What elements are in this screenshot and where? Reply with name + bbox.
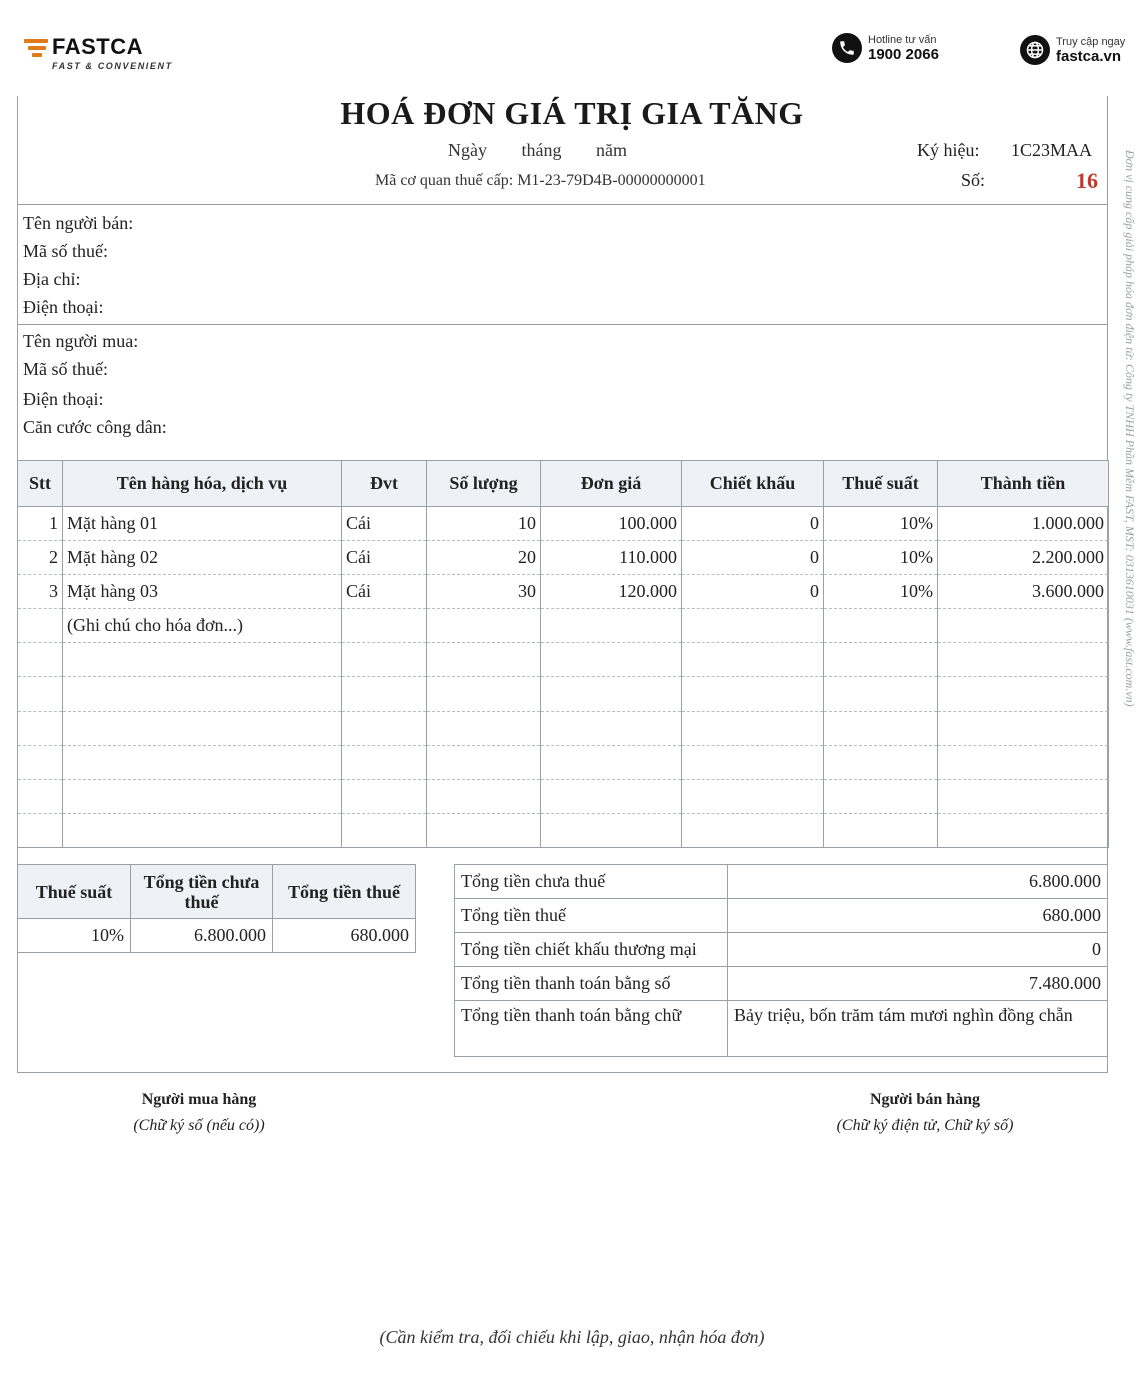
footer-note: (Cần kiểm tra, đối chiếu khi lập, giao, nhận hóa đơn) <box>379 1327 765 1347</box>
cell-stt: 1 <box>18 507 63 541</box>
cell-tax-rate: 10% <box>824 541 938 575</box>
totals-row-payment-number <box>455 967 1108 1001</box>
cell-quantity: 30 <box>427 575 541 609</box>
invoice-number: 16 <box>1076 168 1098 193</box>
header-quantity: Số lượng <box>427 461 541 507</box>
total-tax-value: 680.000 <box>728 899 1108 933</box>
buyer-id-label: Căn cước công dân: <box>23 417 167 437</box>
seller-phone-label: Điện thoại: <box>23 297 104 317</box>
provider-side-note: Đơn vị cung cấp giải pháp hóa đơn điện tử: Công ty TNHH Phần Mềm FAST, MST: 0313610031 (www.fast.com.vn) <box>1123 150 1137 707</box>
table-row <box>18 507 1109 541</box>
header-unit: Đvt <box>342 461 427 507</box>
tax-summary-header-pretax: Tổng tiền chưa thuế <box>131 865 273 919</box>
total-payment-number-label: Tổng tiền thanh toán bằng số <box>455 967 728 1001</box>
cell-name: Mặt hàng 01 <box>63 507 342 541</box>
total-discount-value: 0 <box>728 933 1108 967</box>
cell-amount: 3.600.000 <box>938 575 1109 609</box>
cell-discount: 0 <box>682 575 824 609</box>
header-amount: Thành tiền <box>938 461 1109 507</box>
cell-empty <box>342 609 427 643</box>
total-tax-label: Tổng tiền thuế <box>455 899 728 933</box>
total-pretax-label: Tổng tiền chưa thuế <box>455 865 728 899</box>
invoice-date <box>448 140 657 161</box>
cell-discount: 0 <box>682 541 824 575</box>
cell-empty <box>427 609 541 643</box>
cell-stt: 3 <box>18 575 63 609</box>
header-name: Tên hàng hóa, dịch vụ <box>63 461 342 507</box>
cell-unit: Cái <box>342 507 427 541</box>
cell-empty <box>682 609 824 643</box>
date-year-label: năm <box>596 140 627 160</box>
buyer-signature-note: (Chữ ký số (nếu có)) <box>133 1117 265 1134</box>
seller-signature <box>795 1091 1055 1135</box>
date-month-label: tháng <box>521 140 562 160</box>
cell-unit: Cái <box>342 541 427 575</box>
header-unit-price: Đơn giá <box>541 461 682 507</box>
cell-unit-price: 120.000 <box>541 575 682 609</box>
cell-stt <box>18 609 63 643</box>
buyer-name-label: Tên người mua: <box>23 331 139 351</box>
buyer-phone-label: Điện thoại: <box>23 389 104 409</box>
tax-summary-rate: 10% <box>18 919 131 953</box>
table-row <box>18 575 1109 609</box>
cell-quantity: 20 <box>427 541 541 575</box>
globe-icon <box>1020 35 1050 65</box>
phone-icon <box>832 33 862 63</box>
tax-summary-row <box>18 919 416 953</box>
tax-summary-header-rate: Thuế suất <box>18 865 131 919</box>
website-link[interactable]: fastca.vn <box>1056 47 1122 65</box>
table-row-empty <box>18 677 1109 711</box>
cell-empty <box>938 609 1109 643</box>
brand-logo <box>24 34 173 71</box>
seller-tax-label: Mã số thuế: <box>23 241 108 261</box>
total-payment-number-value: 7.480.000 <box>728 967 1108 1001</box>
cell-empty <box>541 609 682 643</box>
tax-summary-pretax: 6.800.000 <box>131 919 273 953</box>
cell-note: (Ghi chú cho hóa đơn...) <box>63 609 342 643</box>
cell-amount: 2.200.000 <box>938 541 1109 575</box>
fastca-logo-icon <box>24 36 50 58</box>
tax-summary-header <box>18 865 416 919</box>
items-header-row <box>18 461 1109 507</box>
items-table <box>17 460 1109 848</box>
cell-unit: Cái <box>342 575 427 609</box>
brand-name: FASTCA <box>52 34 143 59</box>
hotline-label: Hotline tư vấn <box>868 33 937 46</box>
cell-tax-rate: 10% <box>824 507 938 541</box>
tax-authority-code: Mã cơ quan thuế cấp: M1-23-79D4B-00000000001 <box>375 172 706 189</box>
seller-address-label: Địa chỉ: <box>23 269 81 289</box>
cell-unit-price: 110.000 <box>541 541 682 575</box>
buyer-tax-label: Mã số thuế: <box>23 359 108 379</box>
totals-table <box>454 864 1108 1057</box>
date-day-label: Ngày <box>448 140 487 160</box>
totals-row-pretax <box>455 865 1108 899</box>
cell-tax-rate: 10% <box>824 575 938 609</box>
total-payment-words-label: Tổng tiền thanh toán bằng chữ <box>455 1001 728 1057</box>
tax-summary-header-tax: Tổng tiền thuế <box>273 865 416 919</box>
table-row-empty <box>18 643 1109 677</box>
header-discount: Chiết khấu <box>682 461 824 507</box>
brand-tagline: FAST & CONVENIENT <box>52 61 173 71</box>
table-row-empty <box>18 745 1109 779</box>
table-row-empty <box>18 779 1109 813</box>
divider-seller <box>17 324 1108 325</box>
seller-role: Người bán hàng <box>869 1091 981 1108</box>
symbol-label: Ký hiệu: <box>917 140 980 160</box>
seller-name-label: Tên người bán: <box>23 213 134 233</box>
cell-stt: 2 <box>18 541 63 575</box>
table-row-empty <box>18 711 1109 745</box>
cell-name: Mặt hàng 02 <box>63 541 342 575</box>
cell-discount: 0 <box>682 507 824 541</box>
totals-row-tax <box>455 899 1108 933</box>
table-row <box>18 541 1109 575</box>
invoice-title: HOÁ ĐƠN GIÁ TRỊ GIA TĂNG <box>340 95 804 131</box>
cell-unit-price: 100.000 <box>541 507 682 541</box>
cell-name: Mặt hàng 03 <box>63 575 342 609</box>
cell-quantity: 10 <box>427 507 541 541</box>
total-pretax-value: 6.800.000 <box>728 865 1108 899</box>
seller-signature-note: (Chữ ký điện tử, Chữ ký số) <box>836 1117 1014 1134</box>
symbol-value: 1C23MAA <box>1011 140 1093 160</box>
buyer-role: Người mua hàng <box>141 1091 257 1108</box>
header-stt: Stt <box>18 461 63 507</box>
brand-header-strip <box>17 24 1108 96</box>
divider-header <box>17 204 1108 205</box>
header-tax-rate: Thuế suất <box>824 461 938 507</box>
totals-row-discount <box>455 933 1108 967</box>
website-label: Truy cập ngay <box>1056 35 1126 48</box>
buyer-signature <box>69 1091 329 1135</box>
table-row <box>18 609 1109 643</box>
hotline-contact[interactable] <box>832 33 939 63</box>
total-payment-words-value: Bảy triệu, bốn trăm tám mươi nghìn đồng chẵn <box>728 1001 1108 1057</box>
hotline-number: 1900 2066 <box>868 45 939 63</box>
total-discount-label: Tổng tiền chiết khấu thương mại <box>455 933 728 967</box>
tax-summary-tax: 680.000 <box>273 919 416 953</box>
totals-row-payment-words <box>455 1001 1108 1057</box>
tax-summary-table <box>17 864 416 953</box>
website-contact[interactable] <box>1020 35 1125 65</box>
number-label: Số: <box>961 170 986 190</box>
cell-empty <box>824 609 938 643</box>
table-row-empty <box>18 813 1109 847</box>
cell-amount: 1.000.000 <box>938 507 1109 541</box>
